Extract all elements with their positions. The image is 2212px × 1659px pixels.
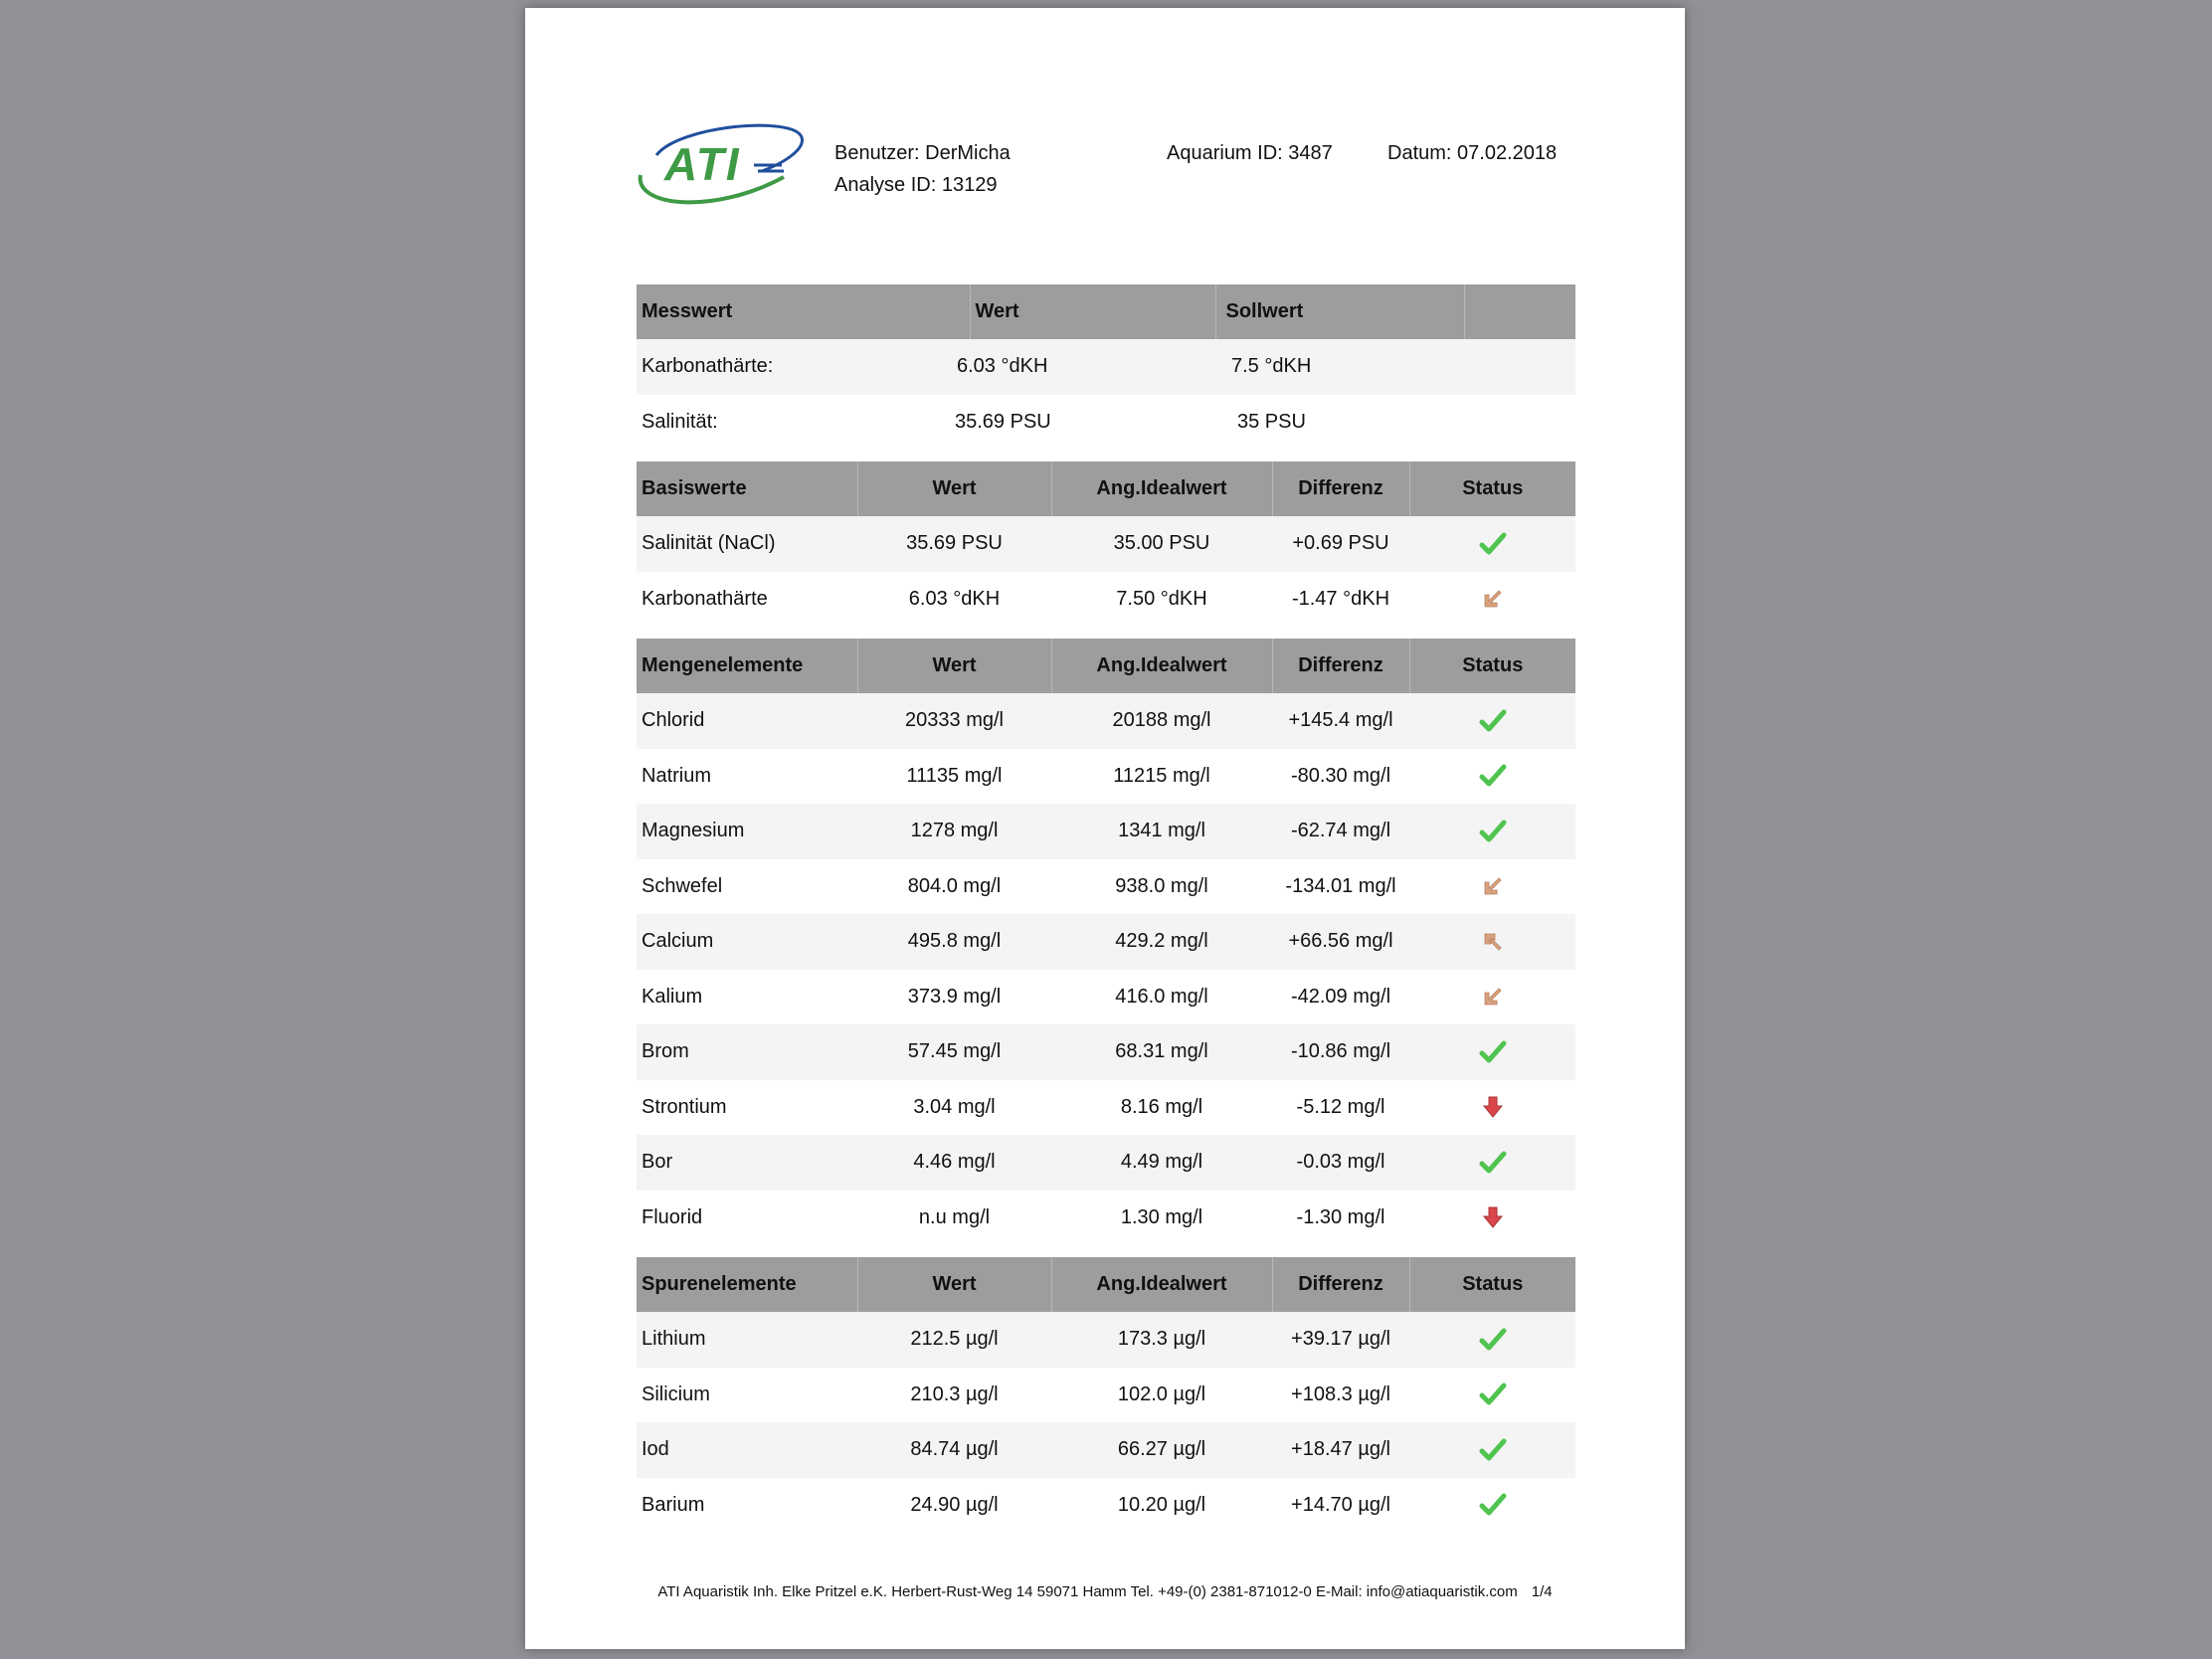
element-name: Magnesium	[637, 804, 857, 859]
section-table-spurenelemente	[637, 1257, 1575, 1533]
section-header-row	[637, 639, 1575, 693]
element-value: 3.04 mg/l	[857, 1080, 1051, 1136]
element-value: 373.9 mg/l	[857, 970, 1051, 1025]
table-row	[637, 1422, 1575, 1478]
arrow-down-left-icon	[1481, 588, 1505, 610]
element-diff: -80.30 mg/l	[1272, 749, 1409, 805]
check-icon	[1479, 1040, 1507, 1062]
element-ideal: 416.0 mg/l	[1051, 970, 1272, 1025]
table-row	[637, 1478, 1575, 1534]
element-name: Natrium	[637, 749, 857, 805]
element-ideal: 20188 mg/l	[1051, 693, 1272, 749]
element-diff: -5.12 mg/l	[1272, 1080, 1409, 1136]
element-name: Silicium	[637, 1368, 857, 1423]
element-diff: -62.74 mg/l	[1272, 804, 1409, 859]
element-diff: -1.47 °dKH	[1272, 572, 1409, 628]
element-value: 1278 mg/l	[857, 804, 1051, 859]
measurement-value: 35.69 PSU	[955, 410, 1051, 433]
element-diff: -1.30 mg/l	[1272, 1191, 1409, 1246]
col-diff-header: Differenz	[1272, 639, 1409, 693]
measurement-name: Salinität:	[637, 395, 970, 451]
col-value-header: Wert	[857, 639, 1051, 693]
table-row	[637, 1312, 1575, 1368]
element-value: 35.69 PSU	[857, 516, 1051, 572]
arrow-down-left-icon	[1481, 986, 1505, 1008]
footer	[525, 1583, 1685, 1600]
col-ideal-header: Ang.Idealwert	[1051, 461, 1272, 516]
element-ideal: 11215 mg/l	[1051, 749, 1272, 805]
arrow-up-left-icon	[1481, 930, 1505, 952]
section-table-mengenelemente	[637, 639, 1575, 1245]
section-title: Mengenelemente	[637, 639, 857, 693]
check-icon	[1479, 709, 1507, 731]
footer-text: ATI Aquaristik Inh. Elke Pritzel e.K. Herbert-Rust-Weg 14 59071 Hamm Tel. +49-(0) 2381-871012-0 E-Mail: info@atiaquaristik.com	[657, 1583, 1518, 1600]
check-icon	[1479, 532, 1507, 554]
section-header-row	[637, 1257, 1575, 1312]
element-value: 6.03 °dKH	[857, 572, 1051, 628]
measurement-row	[637, 339, 1575, 395]
element-diff: +0.69 PSU	[1272, 516, 1409, 572]
element-name: Chlorid	[637, 693, 857, 749]
element-name: Schwefel	[637, 859, 857, 915]
element-value: 11135 mg/l	[857, 749, 1051, 805]
table-row	[637, 572, 1575, 628]
check-icon	[1479, 1494, 1507, 1516]
element-name: Kalium	[637, 970, 857, 1025]
col-sollwert: Sollwert	[1215, 284, 1464, 339]
col-ideal-header: Ang.Idealwert	[1051, 1257, 1272, 1312]
section-table-basiswerte	[637, 461, 1575, 627]
element-diff: +14.70 µg/l	[1272, 1478, 1409, 1534]
element-ideal: 1.30 mg/l	[1051, 1191, 1272, 1246]
element-diff: +18.47 µg/l	[1272, 1422, 1409, 1478]
table-row	[637, 1191, 1575, 1246]
table-row	[637, 1024, 1575, 1080]
element-diff: -0.03 mg/l	[1272, 1135, 1409, 1191]
measurement-name: Karbonathärte:	[637, 339, 970, 395]
table-row	[637, 516, 1575, 572]
col-diff-header: Differenz	[1272, 461, 1409, 516]
arrow-down-left-icon	[1481, 875, 1505, 897]
element-value: 212.5 µg/l	[857, 1312, 1051, 1368]
element-name: Salinität (NaCl)	[637, 516, 857, 572]
element-name: Strontium	[637, 1080, 857, 1136]
table-row	[637, 914, 1575, 970]
element-ideal: 7.50 °dKH	[1051, 572, 1272, 628]
measurement-value: 6.03 °dKH	[957, 355, 1048, 378]
element-name: Lithium	[637, 1312, 857, 1368]
element-value: 4.46 mg/l	[857, 1135, 1051, 1191]
element-ideal: 35.00 PSU	[1051, 516, 1272, 572]
element-ideal: 938.0 mg/l	[1051, 859, 1272, 915]
col-wert: Wert	[970, 284, 1215, 339]
element-diff: +108.3 µg/l	[1272, 1368, 1409, 1423]
table-row	[637, 1080, 1575, 1136]
col-messwert: Messwert	[637, 284, 970, 339]
element-name: Brom	[637, 1024, 857, 1080]
measurement-table	[637, 284, 1575, 450]
aquarium-id-label: Aquarium ID: 3487	[1167, 142, 1333, 164]
element-value: 495.8 mg/l	[857, 914, 1051, 970]
check-icon	[1479, 1383, 1507, 1405]
table-row	[637, 804, 1575, 859]
element-diff: +66.56 mg/l	[1272, 914, 1409, 970]
table-row	[637, 1368, 1575, 1423]
measurement-header-row	[637, 284, 1575, 339]
check-icon	[1479, 1438, 1507, 1460]
element-ideal: 4.49 mg/l	[1051, 1135, 1272, 1191]
element-value: 210.3 µg/l	[857, 1368, 1051, 1423]
arrow-down-icon	[1481, 1096, 1505, 1118]
check-icon	[1479, 1151, 1507, 1173]
logo-text: ATI	[664, 138, 741, 190]
col-diff-header: Differenz	[1272, 1257, 1409, 1312]
element-ideal: 10.20 µg/l	[1051, 1478, 1272, 1534]
table-row	[637, 859, 1575, 915]
date-label: Datum: 07.02.2018	[1387, 142, 1558, 164]
table-row	[637, 693, 1575, 749]
element-name: Karbonathärte	[637, 572, 857, 628]
col-empty	[1464, 284, 1575, 339]
element-diff: +39.17 µg/l	[1272, 1312, 1409, 1368]
element-name: Fluorid	[637, 1191, 857, 1246]
element-ideal: 102.0 µg/l	[1051, 1368, 1272, 1423]
col-status-header: Status	[1409, 1257, 1575, 1312]
report-page	[525, 8, 1685, 1649]
check-icon	[1479, 820, 1507, 841]
element-value: n.u mg/l	[857, 1191, 1051, 1246]
element-name: Bor	[637, 1135, 857, 1191]
col-status-header: Status	[1409, 639, 1575, 693]
element-ideal: 173.3 µg/l	[1051, 1312, 1272, 1368]
table-row	[637, 970, 1575, 1025]
col-value-header: Wert	[857, 1257, 1051, 1312]
measurement-row	[637, 395, 1575, 451]
element-value: 20333 mg/l	[857, 693, 1051, 749]
element-ideal: 1341 mg/l	[1051, 804, 1272, 859]
page-number: 1/4	[1531, 1583, 1553, 1600]
col-ideal-header: Ang.Idealwert	[1051, 639, 1272, 693]
element-ideal: 68.31 mg/l	[1051, 1024, 1272, 1080]
element-diff: -42.09 mg/l	[1272, 970, 1409, 1025]
element-value: 804.0 mg/l	[857, 859, 1051, 915]
element-diff: -10.86 mg/l	[1272, 1024, 1409, 1080]
element-diff: -134.01 mg/l	[1272, 859, 1409, 915]
measurement-target: 7.5 °dKH	[1215, 339, 1464, 395]
col-status-header: Status	[1409, 461, 1575, 516]
table-row	[637, 1135, 1575, 1191]
section-header-row	[637, 461, 1575, 516]
element-value: 57.45 mg/l	[857, 1024, 1051, 1080]
arrow-down-icon	[1481, 1206, 1505, 1228]
analysis-id-label: Analyse ID: 13129	[834, 174, 998, 196]
table-row	[637, 749, 1575, 805]
element-name: Calcium	[637, 914, 857, 970]
element-value: 24.90 µg/l	[857, 1478, 1051, 1534]
measurement-target: 35 PSU	[1215, 395, 1464, 451]
element-name: Barium	[637, 1478, 857, 1534]
element-ideal: 429.2 mg/l	[1051, 914, 1272, 970]
check-icon	[1479, 1328, 1507, 1350]
section-title: Basiswerte	[637, 461, 857, 516]
element-value: 84.74 µg/l	[857, 1422, 1051, 1478]
element-ideal: 66.27 µg/l	[1051, 1422, 1272, 1478]
ati-logo	[635, 115, 806, 215]
section-title: Spurenelemente	[637, 1257, 857, 1312]
element-ideal: 8.16 mg/l	[1051, 1080, 1272, 1136]
element-diff: +145.4 mg/l	[1272, 693, 1409, 749]
check-icon	[1479, 765, 1507, 787]
element-name: Iod	[637, 1422, 857, 1478]
col-value-header: Wert	[857, 461, 1051, 516]
user-label: Benutzer: DerMicha	[834, 142, 1011, 164]
